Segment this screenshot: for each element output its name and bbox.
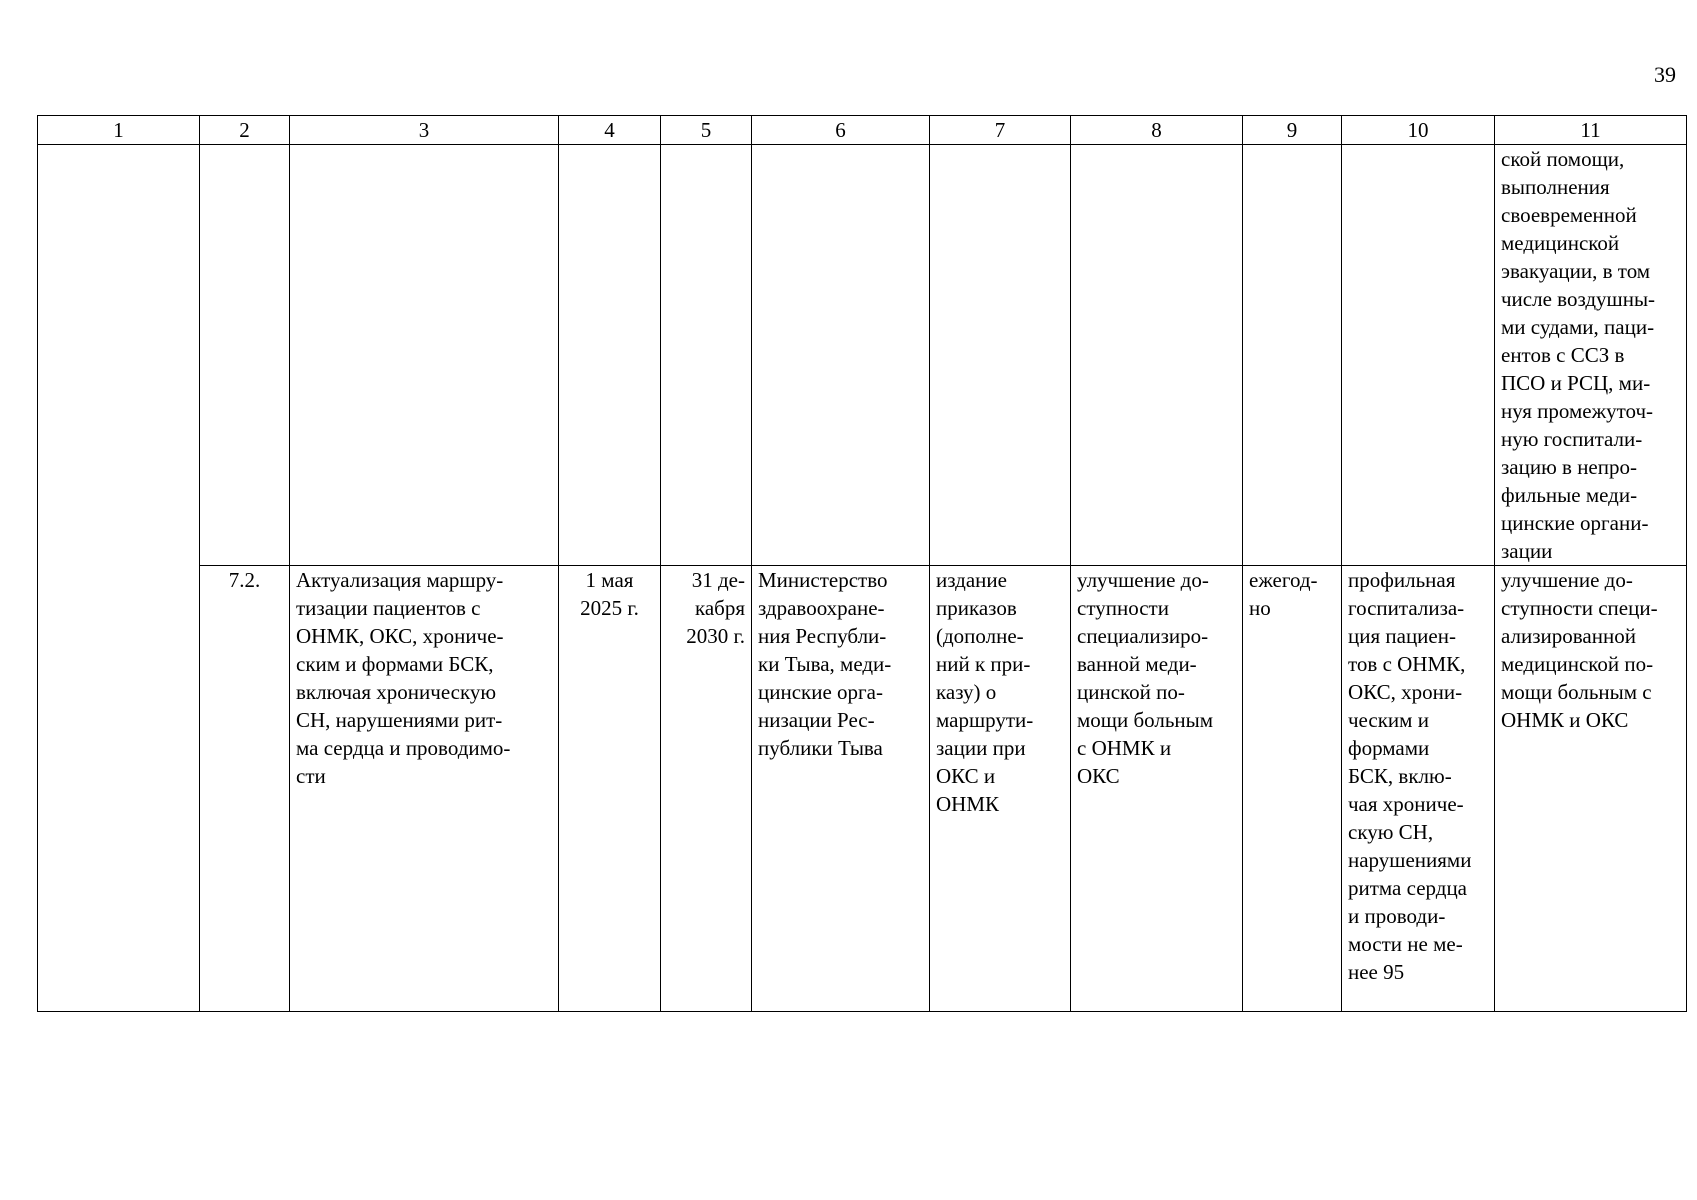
page-number: 39 [1654,62,1676,87]
column-number: 7 [930,116,1071,145]
table-cell [1243,145,1342,566]
result-form: издание приказов (дополне- ний к при- казу) о маршрути- зации при ОКС и ОНМК [936,568,1034,816]
start-date-cell [559,566,661,1012]
periodicity-cell [1243,566,1342,1012]
measure-name-cell [290,566,559,1012]
table-cell [290,145,559,566]
column-number: 4 [559,116,661,145]
indicator: профильная госпитализа- ция пациен- тов с ОНМК, ОКС, хрони- ческим и формами БСК, вклю- чая хрониче- скую СН, нарушениями ритма сердца и проводи- мости не ме- нее 95 [1348,568,1472,984]
table-cell [752,145,930,566]
responsible: Министерство здравоохране- ния Республи- ки Тыва, меди- цинские орга- низации Рес- публики Тыва [758,568,892,760]
column-number: 1 [38,116,200,145]
result-form-cell [930,566,1071,1012]
column-number: 11 [1495,116,1687,145]
column-number: 9 [1243,116,1342,145]
table-cell [661,145,752,566]
row-number: 7.2. [228,568,261,592]
table-cell [200,145,290,566]
column-number: 5 [661,116,752,145]
effect-cell [1071,566,1243,1012]
table-row [38,566,1687,1012]
end-date-cell [661,566,752,1012]
row-number-cell [200,566,290,1012]
indicator-cell [1342,566,1495,1012]
column-number: 3 [290,116,559,145]
cell-text: ской помощи, выполнения своевременной медицинской эвакуации, в том числе воздушны- ми судами, паци- ентов с ССЗ в ПСО и РСЦ, ми- нуя промежуточ- ную госпитали- зацию в непро- фильные меди- цинские органи- зации [1501,147,1656,563]
column-number: 10 [1342,116,1495,145]
goal-cell [1495,566,1687,1012]
column-number: 6 [752,116,930,145]
responsible-cell [752,566,930,1012]
table-cell [930,145,1071,566]
table-cell [1342,145,1495,566]
goal: улучшение до- ступности специ- ализированной медицинской по- мощи больным с ОНМК и ОКС [1501,568,1658,732]
column-number: 8 [1071,116,1243,145]
measures-table [37,115,1687,1012]
table-cell [559,145,661,566]
table-cell [1071,145,1243,566]
end-date: 31 де- кабря 2030 г. [686,568,745,648]
measure-name: Актуализация маршру- тизации пациентов с ОНМК, ОКС, хрониче- ским и формами БСК, включая хроническую СН, нарушениями рит- ма сердца и проводимо- сти [296,568,511,788]
column-number-row [38,116,1687,145]
table-cell [38,145,200,1012]
periodicity: ежегод- но [1249,568,1318,620]
effect: улучшение до- ступности специализиро- ванной меди- цинской по- мощи больным с ОНМК и ОКС [1077,568,1214,788]
start-date: 1 мая 2025 г. [580,568,639,620]
continuation-cell [1495,145,1687,566]
continuation-row [38,145,1687,566]
column-number: 2 [200,116,290,145]
